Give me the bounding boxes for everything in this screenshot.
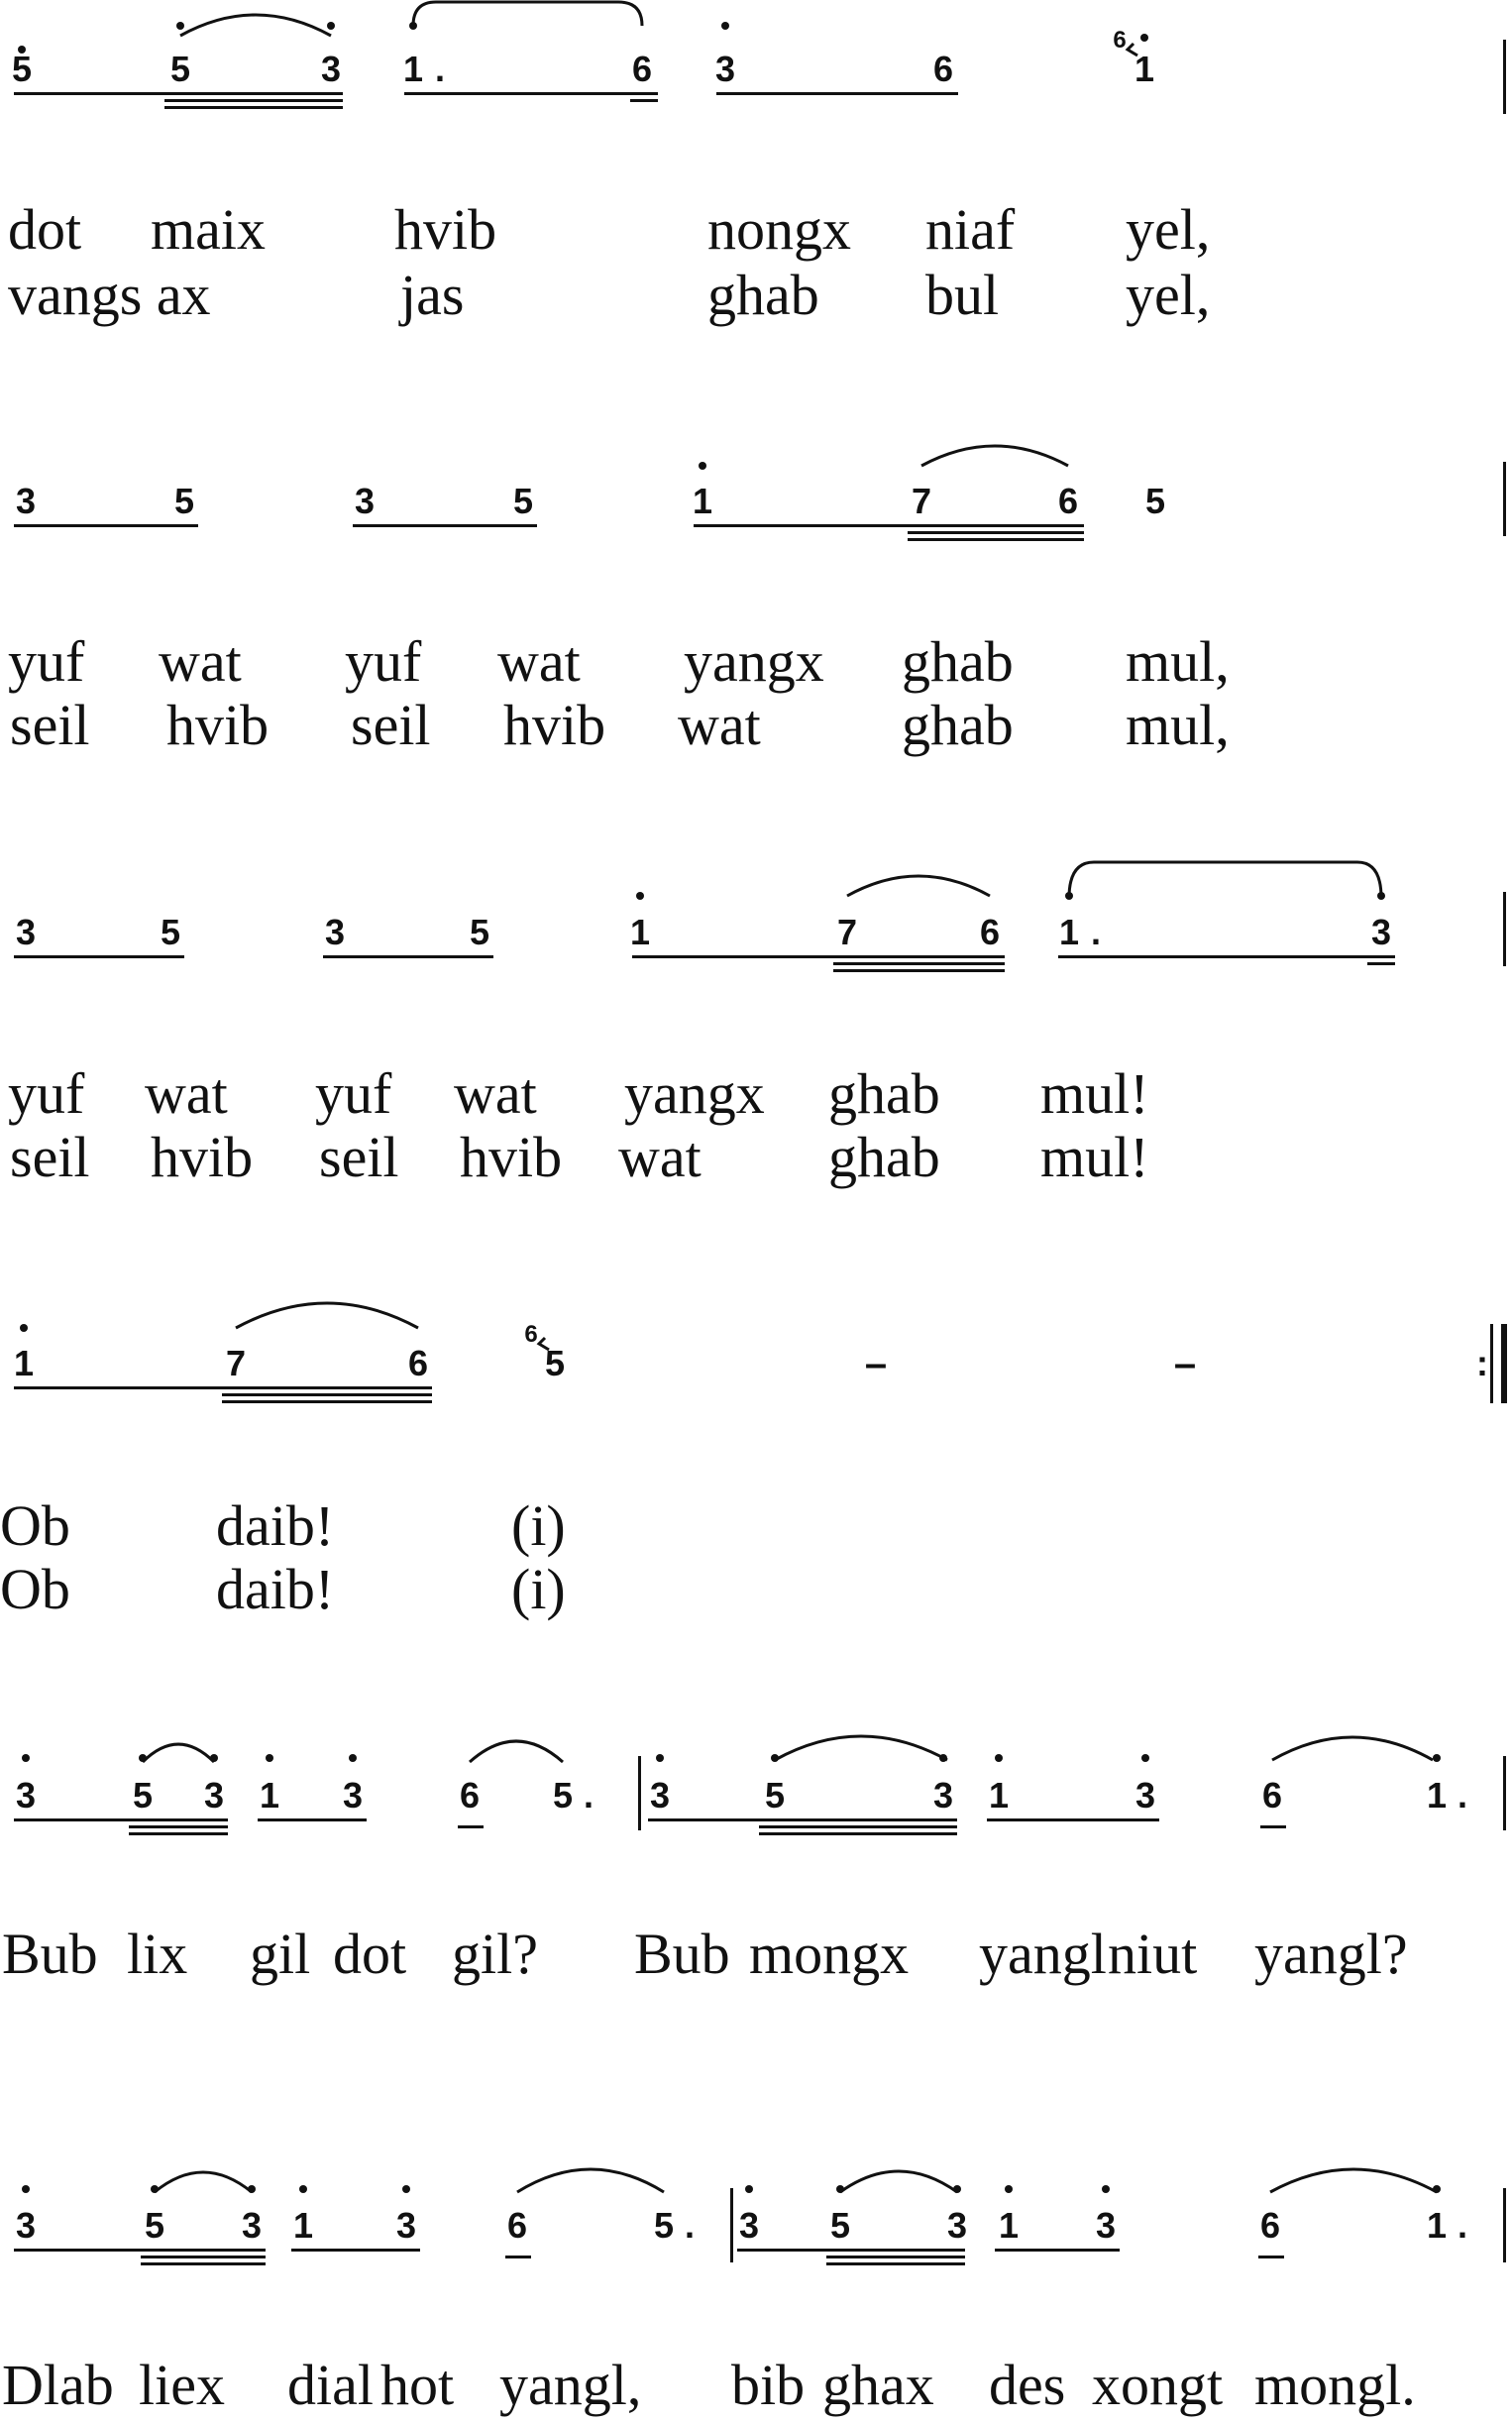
note: 5 (764, 1775, 786, 1816)
lyric: bul (925, 263, 1000, 327)
note: 3 (15, 1775, 37, 1816)
lyric: niaf (925, 197, 1016, 262)
note: 1 (988, 1775, 1010, 1816)
lyric: wat (618, 1125, 702, 1189)
lyric: yangl (979, 1922, 1107, 1986)
note: 5 (512, 481, 534, 521)
note: 1 (402, 49, 424, 89)
lyric: Bub (2, 1922, 98, 1986)
lyric: mongl. (1254, 2353, 1416, 2417)
lyric: yangl, (499, 2353, 642, 2417)
lyric: wat (678, 693, 761, 757)
note: 5 (552, 1775, 574, 1816)
note: 7 (225, 1343, 247, 1383)
note-dot: . (684, 2205, 696, 2246)
note: 1 (1134, 49, 1155, 89)
note: 6 (631, 49, 653, 89)
note: 6 (1259, 2205, 1281, 2246)
lyric: wat (159, 629, 242, 694)
lyric: seil (10, 1125, 90, 1189)
note: 3 (15, 481, 37, 521)
note-dot: . (434, 49, 446, 89)
note: 3 (1370, 912, 1392, 952)
lyric: wat (454, 1061, 537, 1126)
lyric: dot (333, 1922, 407, 1986)
lyric: gil (250, 1922, 311, 1986)
lyric: xongt (1092, 2353, 1224, 2417)
note: 3 (15, 2205, 37, 2246)
note: 3 (241, 2205, 263, 2246)
lyric: gil? (452, 1922, 538, 1986)
lyric: niut (1108, 1922, 1198, 1986)
lyric: Dlab (2, 2353, 114, 2417)
lyric: vangs ax (8, 263, 211, 327)
lyric: lix (127, 1922, 188, 1986)
note: 5 (653, 2205, 675, 2246)
lyric: nongx (707, 197, 851, 262)
lyric: yuf (8, 1061, 85, 1126)
lyric: seil (351, 693, 431, 757)
note: 5 (1144, 481, 1166, 521)
note: 3 (395, 2205, 417, 2246)
lyric: yel, (1126, 263, 1211, 327)
lyric: yuf (345, 629, 422, 694)
lyric: yuf (315, 1061, 392, 1126)
dash: – (864, 1342, 888, 1385)
lyric: hvib (460, 1125, 563, 1189)
note: 6 (932, 49, 954, 89)
note: 7 (911, 481, 932, 521)
note: 7 (836, 912, 858, 952)
note: 3 (932, 1775, 954, 1816)
note: 1 (259, 1775, 280, 1816)
note-dot: . (1090, 912, 1102, 952)
note: 1 (998, 2205, 1020, 2246)
lyric: liex (139, 2353, 225, 2417)
lyric: mongx (749, 1922, 910, 1986)
note: 3 (649, 1775, 671, 1816)
lyric: yangx (684, 629, 824, 694)
lyric: bib (731, 2353, 806, 2417)
lyric: hvib (503, 693, 606, 757)
note: 1 (13, 1343, 35, 1383)
note: 1 (1426, 1775, 1448, 1816)
note: 3 (738, 2205, 760, 2246)
lyric: yel, (1126, 197, 1211, 262)
lyric: Bub (634, 1922, 730, 1986)
lyric: mul, (1126, 629, 1230, 694)
note-dot: . (583, 1775, 594, 1816)
note: 3 (1095, 2205, 1117, 2246)
note: 6 (506, 2205, 528, 2246)
note: 6 (1261, 1775, 1283, 1816)
note: 1 (292, 2205, 314, 2246)
lyric: maix (151, 197, 266, 262)
note: 3 (354, 481, 376, 521)
lyric: hot (380, 2353, 455, 2417)
dash: – (1173, 1342, 1197, 1385)
note: 5 (829, 2205, 851, 2246)
note: 3 (714, 49, 736, 89)
lyric: hvib (394, 197, 497, 262)
lyric: mul! (1040, 1061, 1149, 1126)
note: 6 (1057, 481, 1079, 521)
grace-note: 6 (524, 1321, 538, 1348)
lyric: mul! (1040, 1125, 1149, 1189)
note: 6 (459, 1775, 481, 1816)
lyric: (i) (511, 1493, 566, 1558)
lyric: ghab (902, 629, 1014, 694)
note: 5 (169, 49, 191, 89)
lyric: hvib (151, 1125, 254, 1189)
grace-note: 6 (1113, 27, 1127, 54)
lyric: daib! (216, 1557, 335, 1621)
lyric: yangl? (1254, 1922, 1408, 1986)
note: 5 (11, 49, 33, 89)
lyric: des (989, 2353, 1066, 2417)
note: 1 (629, 912, 651, 952)
lyric: wat (145, 1061, 228, 1126)
note: 5 (144, 2205, 165, 2246)
lyric: ghab (902, 693, 1014, 757)
repeat-sign: : (1476, 1343, 1488, 1383)
lyric: Ob (0, 1557, 70, 1621)
note: 6 (979, 912, 1001, 952)
note: 5 (132, 1775, 154, 1816)
lyric: dot (8, 197, 82, 262)
lyric: yangx (624, 1061, 765, 1126)
lyric: seil (10, 693, 90, 757)
lyric: hvib (166, 693, 270, 757)
note: 3 (1134, 1775, 1156, 1816)
note-dot: . (1457, 1775, 1468, 1816)
note: 5 (544, 1343, 566, 1383)
note: 1 (1426, 2205, 1448, 2246)
lyric: ghab (828, 1125, 940, 1189)
lyric: ghab (828, 1061, 940, 1126)
note: 1 (692, 481, 713, 521)
note: 3 (203, 1775, 225, 1816)
note: 5 (160, 912, 181, 952)
lyric: Ob (0, 1493, 70, 1558)
lyric: dial (287, 2353, 374, 2417)
note: 5 (173, 481, 195, 521)
lyric: yuf (8, 629, 85, 694)
lyric: wat (497, 629, 581, 694)
lyric: seil (319, 1125, 399, 1189)
lyric: jas (400, 263, 465, 327)
lyric: ghab (707, 263, 819, 327)
note: 3 (324, 912, 346, 952)
note: 6 (407, 1343, 429, 1383)
note: 3 (946, 2205, 968, 2246)
note: 1 (1058, 912, 1080, 952)
lyric: mul, (1126, 693, 1230, 757)
lyric: (i) (511, 1557, 566, 1621)
note: 3 (320, 49, 342, 89)
note: 5 (469, 912, 490, 952)
note-dot: . (1457, 2205, 1468, 2246)
lyric: ghax (822, 2353, 934, 2417)
note: 3 (342, 1775, 364, 1816)
lyric: daib! (216, 1493, 335, 1558)
note: 3 (15, 912, 37, 952)
